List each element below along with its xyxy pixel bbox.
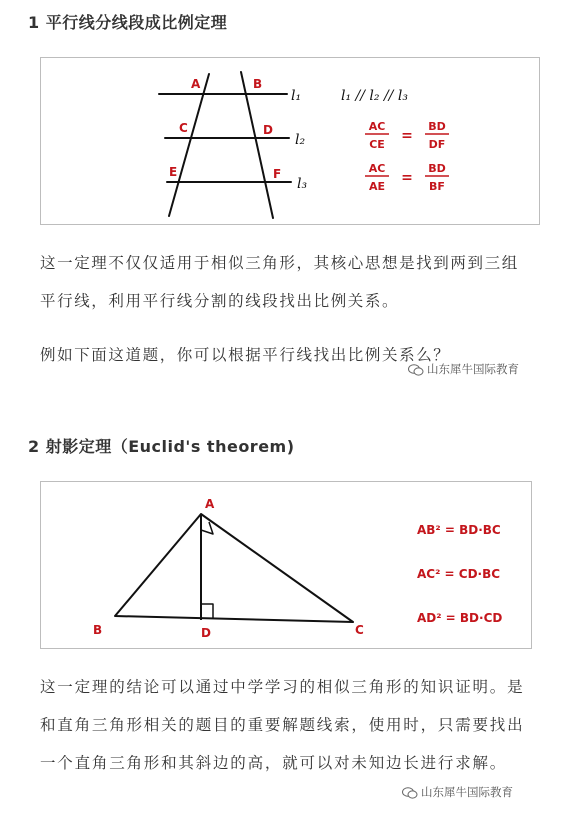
point-label-c: C <box>179 121 188 135</box>
point-label-d: D <box>201 626 211 640</box>
eq2-num-right: BD <box>428 162 446 175</box>
section-2-paragraph: 这一定理的结论可以通过中学学习的相似三角形的知识证明。是和直角三角形相关的题目的重要解题线索，使用时，只需要找出一个直角三角形和其斜边的高，就可以对未知边长进行求解。 <box>40 678 525 772</box>
parallel-lines-figure <box>40 57 540 225</box>
formula-ab-squared: AB² = BD·BC <box>417 523 501 537</box>
wechat-icon <box>402 787 418 799</box>
watermark-2 <box>402 784 513 800</box>
section-1-heading: 1 平行线分线段成比例定理 <box>28 13 228 32</box>
triangle-abc <box>115 514 353 622</box>
point-label-b: B <box>253 77 263 91</box>
point-label-f: F <box>273 167 282 181</box>
point-label-e: E <box>169 165 178 179</box>
eq2-den-right: BF <box>429 180 445 193</box>
section-1-paragraph-1: 这一定理不仅仅适用于相似三角形，其核心思想是找到两到三组平行线，利用平行线分割的线段找出比例关系。 <box>40 254 519 310</box>
watermark-1-text: 山东犀牛国际教育 <box>427 362 519 376</box>
formula-ad-squared: AD² = BD·CD <box>417 611 503 625</box>
transversal-left <box>169 74 209 216</box>
eq2-den-left: AE <box>368 180 386 193</box>
point-label-c: C <box>355 623 364 637</box>
right-angle-mark-d <box>201 604 213 619</box>
formula-ac-squared: AC² = CD·BC <box>417 567 501 581</box>
right-angle-mark-a <box>201 522 213 534</box>
eq1-den-right: DF <box>428 138 446 151</box>
parallel-relation: l₁ // l₂ // l₃ <box>341 88 408 104</box>
svg-text:=: = <box>401 128 413 144</box>
point-label-d: D <box>263 123 273 137</box>
eq2-num-left: AC <box>368 162 386 175</box>
line-label-l1: l₁ <box>291 88 302 104</box>
section-1-paragraph-2: 例如下面这道题，你可以根据平行线找出比例关系么？ <box>40 346 451 364</box>
eq1-den-left: CE <box>369 138 385 151</box>
section-2-heading: 2 射影定理（Euclid's theorem) <box>28 437 295 456</box>
watermark-2-text: 山东犀牛国际教育 <box>421 785 513 799</box>
svg-text:=: = <box>401 170 413 186</box>
point-label-a: A <box>191 77 201 91</box>
watermark-1 <box>408 361 519 377</box>
line-label-l2: l₂ <box>295 132 306 148</box>
point-label-a: A <box>205 497 215 511</box>
point-label-b: B <box>93 623 103 637</box>
eq1-num-left: AC <box>368 120 386 133</box>
eq1-num-right: BD <box>428 120 446 133</box>
right-triangle-figure <box>40 481 532 649</box>
wechat-icon <box>408 364 424 376</box>
line-label-l3: l₃ <box>297 176 308 192</box>
